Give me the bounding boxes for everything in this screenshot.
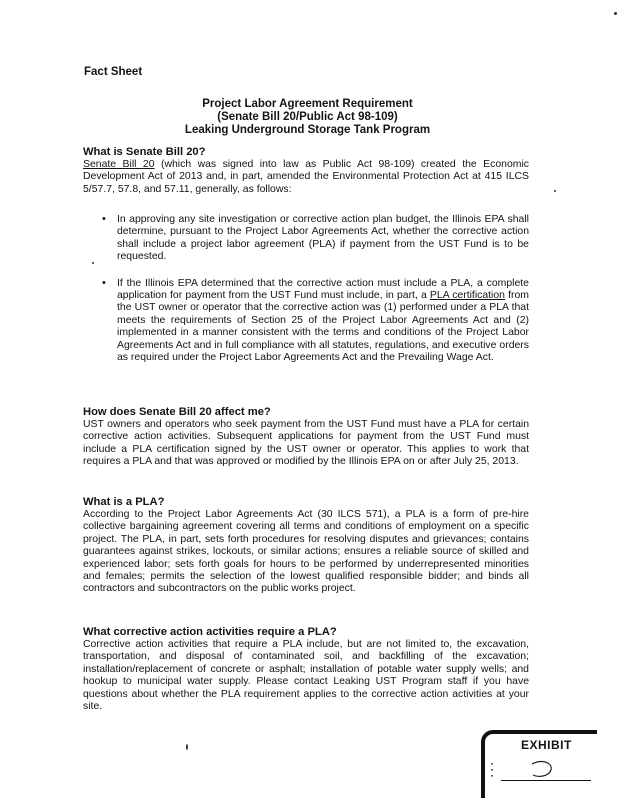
bullet-icon: • (102, 213, 106, 225)
title-line-2: (Senate Bill 20/Public Act 98-109) (217, 111, 398, 123)
section-body: UST owners and operators who seek payment from the UST Fund must have a PLA for certain corrective action activities. Subsequent applications for payment from the UST Fund must include a PLA certification signed by the UST owner or operator. This applies to work that requires a PLA and that was approved or modified by the Illinois EPA on or after July 25, 2013. (83, 419, 529, 468)
document-title (100, 98, 515, 137)
scan-speck (186, 744, 188, 750)
section-heading: What is a PLA? (83, 496, 165, 508)
section-heading: What is Senate Bill 20? (83, 146, 206, 158)
section-body: According to the Project Labor Agreements Act (30 ILCS 571), a PLA is a form of pre-hire collective bargaining agreement covering all terms and conditions of employment on a specific project. The PLA, in part, sets forth procedures for resolving disputes and grievances; contains guarantees against strikes, lockouts, or similar actions; ensures a reliable source of skilled and experienced labor; sets forth goals for hours to be performed by underrepresented minorities and females; permits the selection of the lowest qualified responsible bidder; and binds all contractors and subcontractors on the public works project. (83, 509, 529, 595)
exhibit-side-mark: ▪▪▪ (489, 760, 495, 778)
title-line-1: Project Labor Agreement Requirement (202, 98, 413, 110)
list-item (100, 278, 529, 365)
pla-certification-link[interactable]: PLA certification (429, 290, 505, 302)
section-body (83, 159, 529, 196)
scan-speck (92, 262, 94, 264)
bullet-icon: • (102, 276, 106, 289)
section-body-text: (which was signed into law as Public Act 98-109) created the Economic Development Act of 2013 and, in part, amended the Environmental Protection Act at 415 ILCS 5/57.7, 57.8, and 57.11, generally, as follows: (83, 159, 529, 195)
section-what-is-pla (83, 496, 529, 596)
senate-bill-20-link[interactable]: Senate Bill 20 (83, 159, 155, 170)
scan-speck (554, 190, 556, 192)
exhibit-signature-line (501, 780, 591, 781)
section-how-affect (83, 406, 529, 469)
exhibit-handwriting-icon (529, 758, 559, 780)
list-item-text (117, 278, 529, 365)
fact-sheet-label: Fact Sheet (84, 66, 143, 78)
section-heading: What corrective action activities require a PLA? (83, 626, 337, 638)
list-item (100, 214, 529, 264)
section-heading: How does Senate Bill 20 affect me? (83, 406, 271, 418)
section-corrective-activities (83, 626, 529, 713)
bullet2-text-after: from the UST owner or operator that the corrective action was (1) performed under a PLA that meets the requirements of Section 25 of the Project Labor Agreements Act and (2) implemented in a manner consistent with the terms and conditions of the Project Labor Agreements Act and in full compliance with all statutes, regulations, and executive orders as required under the Project Labor Agreements Act and the Prevailing Wage Act. (117, 290, 530, 364)
section-body: Corrective action activities that require a PLA include, but are not limited to, the excavation, transportation, and disposal of contaminated soil, and backfilling of the excavation; installation/replacement of concrete or asphalt; installation of potable water supply wells; and hookup to municipal water supply. Please contact Leaking UST Program staff if you have questions about whether the PLA requirement applies to the corrective action activities at your site. (83, 639, 529, 713)
title-line-3: Leaking Underground Storage Tank Program (184, 124, 431, 136)
list-item-text: In approving any site investigation or corrective action plan budget, the Illinois EPA shall determine, pursuant to the Project Labor Agreements Act, whether the corrective action shall include a project labor agreement (PLA) if payment from the UST Fund is to be requested. (117, 214, 529, 263)
scan-speck (614, 12, 617, 15)
section-senate-bill-20 (83, 146, 529, 196)
requirements-list (100, 214, 529, 364)
bullet2-text-before: If the Illinois EPA determined that the corrective action must include a PLA, a complete application for payment from the UST Fund must include, in part, a (117, 277, 529, 302)
exhibit-label: EXHIBIT (521, 738, 572, 752)
exhibit-sticker (481, 730, 597, 798)
